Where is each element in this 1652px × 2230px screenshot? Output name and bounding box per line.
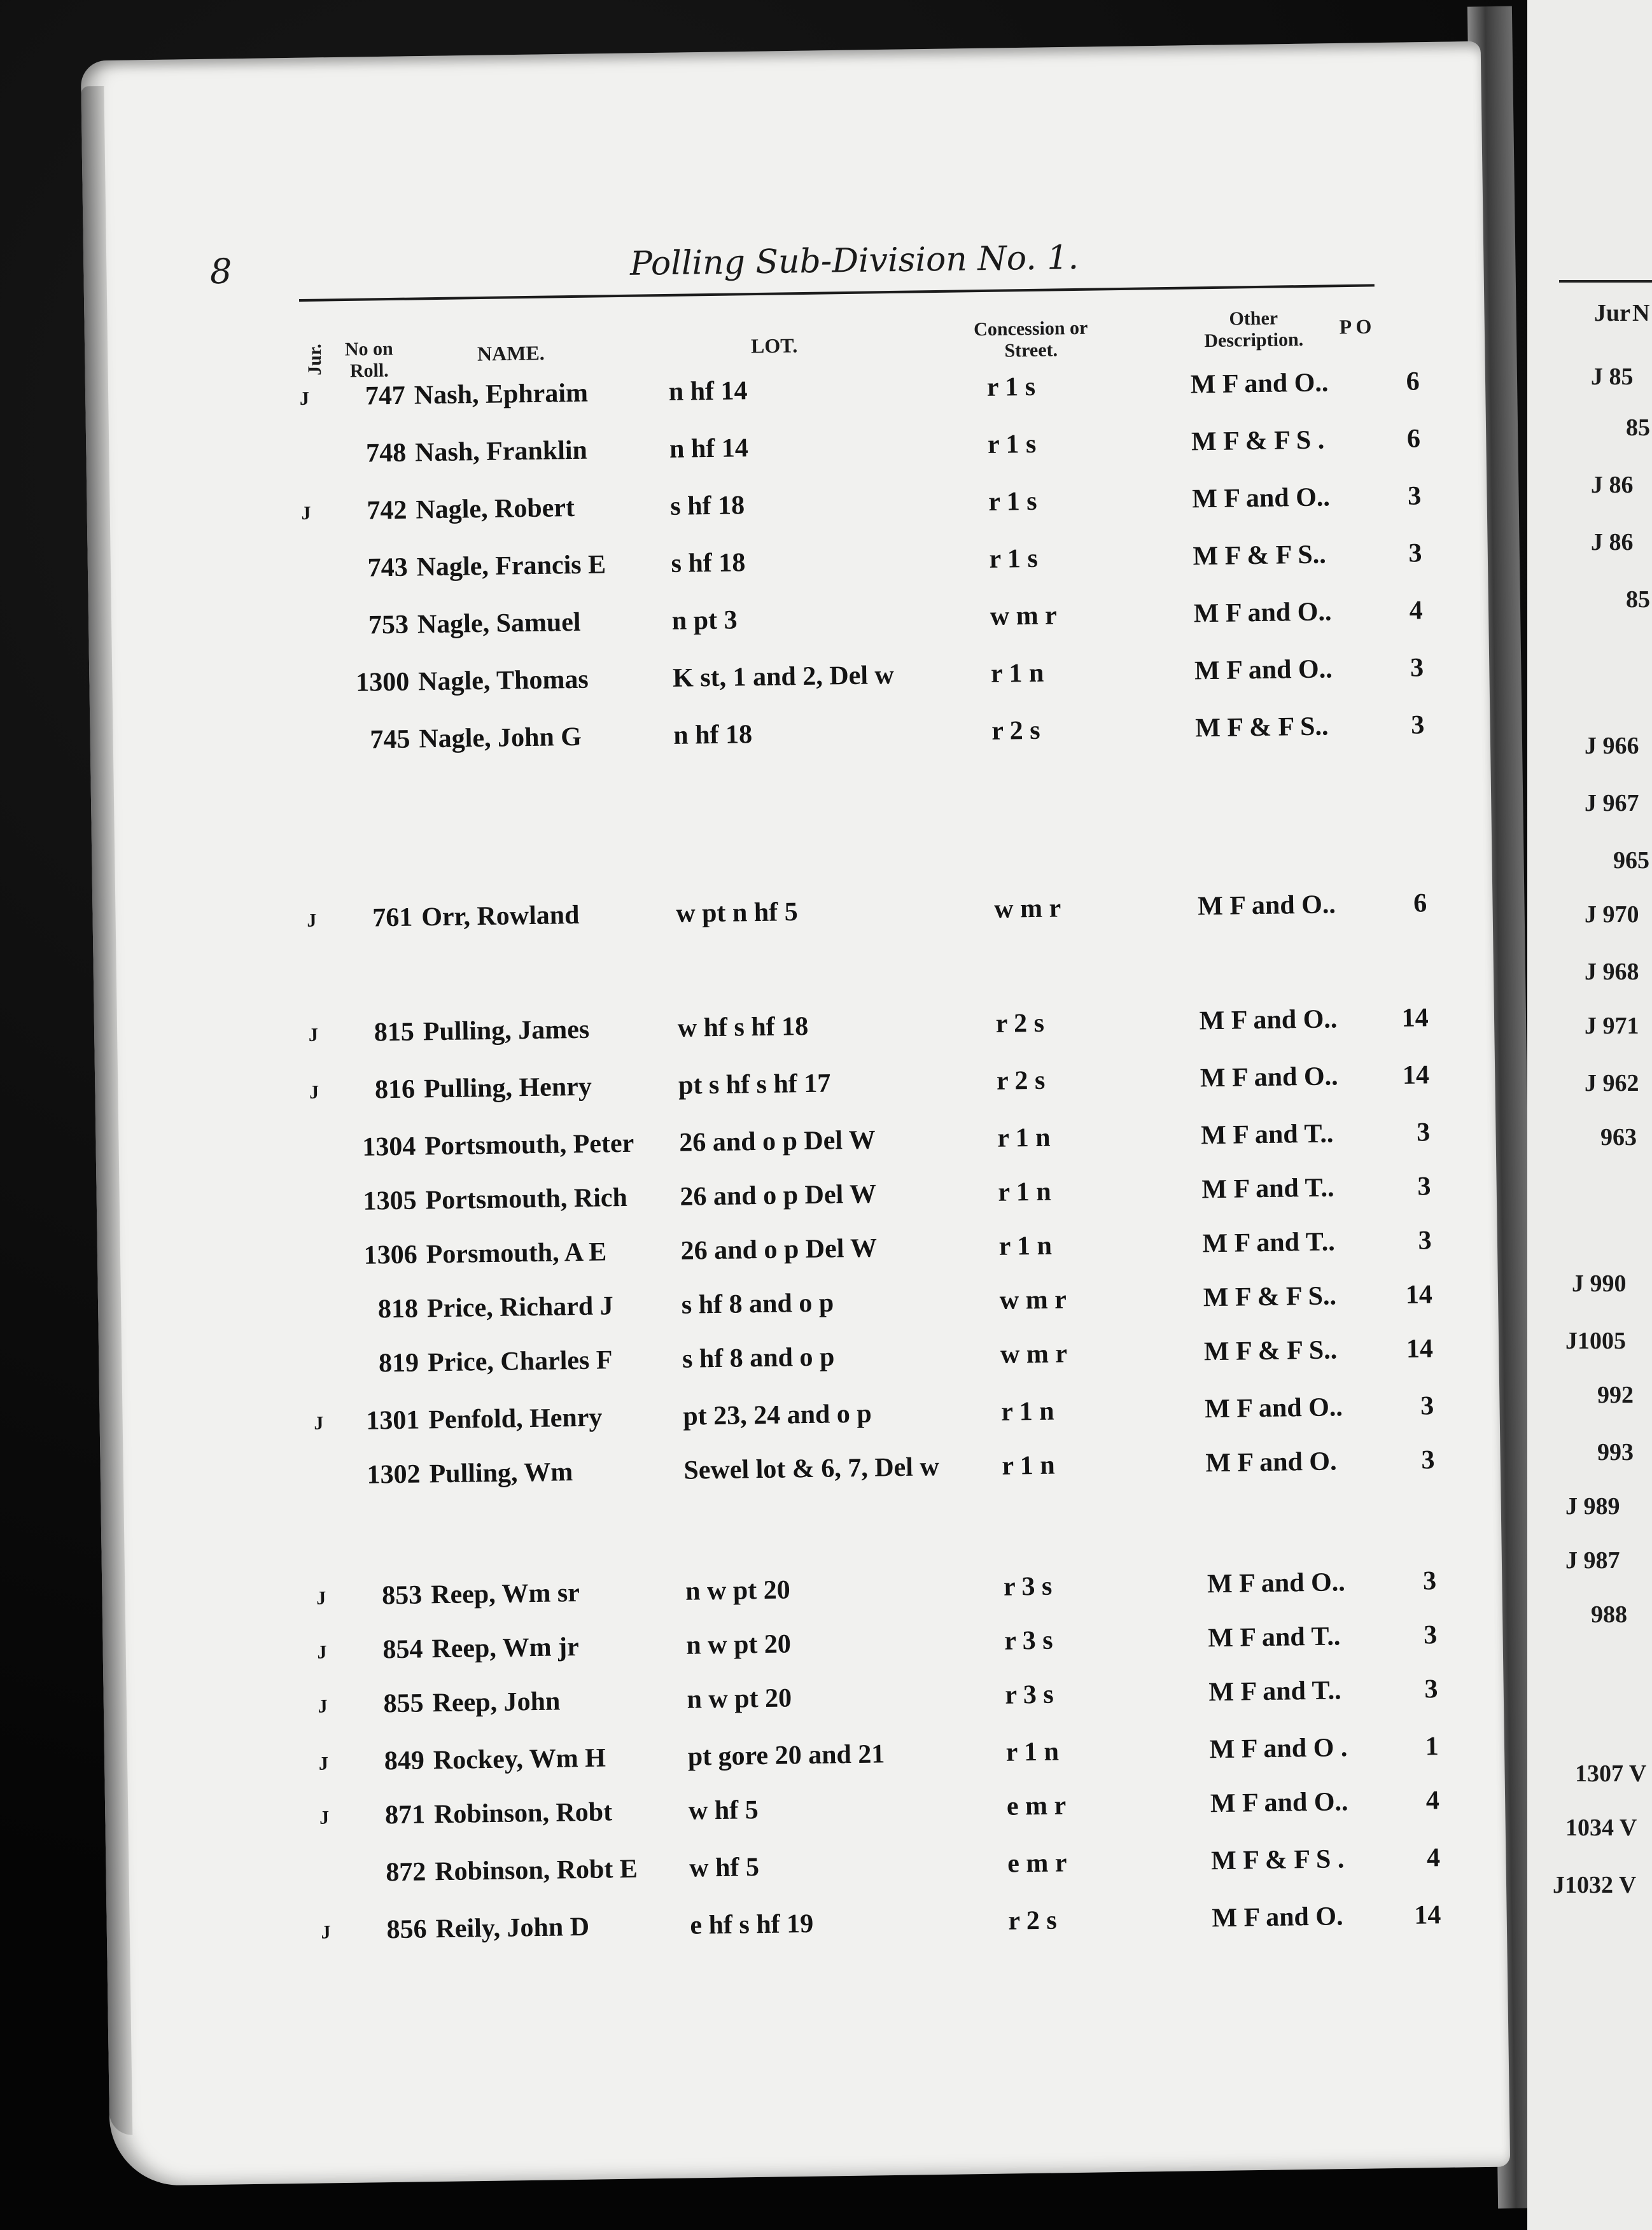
row-jur: J <box>316 1587 326 1609</box>
row-roll-number: 819 <box>378 1348 419 1378</box>
row-other-description: M F and T.. <box>1200 1119 1334 1151</box>
row-lot: w hf s hf 18 <box>677 1011 809 1043</box>
row-lot: n hf 14 <box>668 376 748 407</box>
row-roll-number: 743 <box>367 552 408 583</box>
row-jur <box>304 731 330 732</box>
row-name: Rockey, Wm H <box>433 1743 606 1776</box>
row-po: 3 <box>1410 710 1425 740</box>
row-lot: pt s hf s hf 17 <box>678 1069 831 1100</box>
facing-page-fragment: 993 <box>1597 1439 1634 1466</box>
row-concession: r 1 n <box>998 1231 1053 1261</box>
row-jur: J <box>317 1641 327 1663</box>
row-roll-number: 1300 <box>355 667 410 698</box>
row-roll-number: 818 <box>377 1294 419 1324</box>
row-concession: w m r <box>993 894 1061 924</box>
row-po: 3 <box>1420 1391 1434 1421</box>
facing-page-fragment: J 970 <box>1585 901 1639 928</box>
row-po: 14 <box>1402 1060 1430 1090</box>
row-po: 3 <box>1421 1445 1435 1475</box>
row-po: 3 <box>1408 538 1422 568</box>
row-other-description: M F and O . <box>1209 1733 1348 1765</box>
row-name: Portsmouth, Peter <box>424 1128 634 1161</box>
facing-page-fragment: J 86 <box>1591 529 1634 556</box>
header-other-description: Other Description. <box>1204 307 1304 352</box>
row-name: Reep, Wm jr <box>431 1632 580 1664</box>
row-roll-number: 761 <box>372 902 413 933</box>
row-other-description: M F and O.. <box>1197 890 1336 922</box>
row-concession: e m r <box>1007 1848 1067 1879</box>
row-roll-number: 853 <box>381 1580 423 1611</box>
row-roll-number: 1305 <box>363 1186 417 1216</box>
row-roll-number: 1306 <box>363 1240 418 1270</box>
row-other-description: M F and O.. <box>1200 1062 1338 1093</box>
row-concession: w m r <box>999 1285 1067 1315</box>
row-po: 4 <box>1409 596 1424 626</box>
facing-page-fragment: J 987 <box>1565 1547 1620 1574</box>
row-other-description: M F and O.. <box>1191 482 1331 514</box>
row-concession: e m r <box>1006 1791 1067 1821</box>
facing-page-fragment: N <box>1632 300 1650 326</box>
facing-page-fragment: 85 <box>1626 586 1650 613</box>
row-jur: J <box>309 1081 319 1103</box>
row-name: Orr, Rowland <box>421 900 580 932</box>
row-jur: J <box>314 1412 324 1434</box>
row-concession: r 3 s <box>1003 1571 1053 1602</box>
facing-page-fragment: 965 <box>1613 847 1649 874</box>
row-name: Nagle, Francis E <box>416 550 606 582</box>
row-jur: J <box>321 1921 331 1943</box>
row-po: 14 <box>1405 1280 1433 1310</box>
facing-page-fragment: Jur <box>1594 300 1630 326</box>
row-name: Portsmouth, Rich <box>425 1182 628 1216</box>
row-other-description: M F and T.. <box>1208 1676 1341 1708</box>
row-roll-number: 742 <box>367 495 407 526</box>
row-po: 3 <box>1423 1620 1438 1650</box>
row-name: Penfold, Henry <box>428 1403 603 1435</box>
row-roll-number: 1304 <box>362 1132 416 1162</box>
row-roll-number: 816 <box>374 1074 416 1105</box>
row-name: Reily, John D <box>435 1912 590 1944</box>
facing-page-fragment: J 989 <box>1565 1493 1620 1520</box>
row-lot: e hf s hf 19 <box>690 1909 814 1940</box>
row-other-description: M F and O.. <box>1210 1787 1348 1819</box>
header-jur: Jur. <box>304 344 325 375</box>
row-name: Nagle, Thomas <box>417 664 589 697</box>
row-po: 3 <box>1410 653 1424 683</box>
row-jur: J <box>318 1695 328 1717</box>
header-no-on-roll: No on Roll. <box>344 338 393 382</box>
row-concession: r 1 n <box>1000 1396 1054 1427</box>
facing-page-fragment: 963 <box>1600 1124 1637 1151</box>
row-other-description: M F and O.. <box>1193 597 1332 629</box>
row-other-description: M F & F S . <box>1191 425 1325 457</box>
row-jur: J <box>318 1753 329 1774</box>
facing-page-rule <box>1559 280 1652 283</box>
facing-page-fragment: J1032 V <box>1553 1872 1637 1898</box>
row-concession: r 2 s <box>995 1008 1045 1039</box>
row-lot: w hf 5 <box>689 1853 760 1883</box>
row-lot: K st, 1 and 2, Del w <box>672 660 895 693</box>
facing-page-fragment: 1034 V <box>1565 1814 1637 1841</box>
row-lot: pt gore 20 and 21 <box>687 1739 885 1772</box>
row-po: 6 <box>1406 424 1421 454</box>
row-concession: r 2 s <box>996 1065 1046 1096</box>
row-jur: J <box>307 909 317 931</box>
row-lot: 26 and o p Del W <box>680 1233 878 1266</box>
row-lot: s hf 8 and o p <box>681 1288 834 1320</box>
row-other-description: M F and O. <box>1212 1902 1343 1933</box>
page-title: Polling Sub-Division No. 1. <box>629 239 1079 283</box>
row-name: Reep, Wm sr <box>430 1578 580 1610</box>
row-roll-number: 1302 <box>367 1459 421 1490</box>
row-other-description: M F and O. <box>1205 1447 1337 1478</box>
row-jur: J <box>299 388 310 409</box>
row-other-description: M F & F S.. <box>1203 1281 1337 1313</box>
row-name: Robinson, Robt E <box>434 1854 638 1887</box>
row-lot: n w pt 20 <box>685 1575 791 1606</box>
row-name: Pulling, James <box>423 1014 590 1047</box>
row-jur <box>313 1355 339 1356</box>
row-lot: s hf 18 <box>670 491 745 521</box>
facing-page-fragment: J 990 <box>1572 1270 1627 1297</box>
row-other-description: M F and O.. <box>1194 654 1333 686</box>
row-lot: w hf 5 <box>688 1795 759 1826</box>
row-lot: w pt n hf 5 <box>675 897 798 929</box>
row-po: 3 <box>1416 1118 1431 1147</box>
row-lot: n hf 14 <box>669 433 749 464</box>
header-name: NAME. <box>477 341 545 365</box>
row-concession: r 2 s <box>991 715 1040 746</box>
row-concession: r 2 s <box>1008 1905 1057 1936</box>
facing-page-fragment: J 967 <box>1585 790 1639 817</box>
row-po: 3 <box>1417 1172 1431 1202</box>
row-name: Nagle, John G <box>419 722 582 754</box>
row-concession: r 1 n <box>1002 1450 1056 1481</box>
header-po: P O <box>1339 314 1372 339</box>
row-po: 6 <box>1413 888 1427 918</box>
row-roll-number: 747 <box>365 381 406 411</box>
row-roll-number: 748 <box>365 438 407 468</box>
row-concession: r 1 n <box>998 1177 1052 1207</box>
facing-page-fragment: J 968 <box>1585 958 1639 985</box>
row-name: Robinson, Robt <box>433 1797 613 1830</box>
row-roll-number: 753 <box>368 610 409 640</box>
row-other-description: M F and O.. <box>1204 1392 1343 1424</box>
row-jur <box>304 674 329 675</box>
row-lot: n w pt 20 <box>686 1629 792 1660</box>
row-roll-number: 855 <box>383 1688 424 1719</box>
facing-page-fragment: J1005 <box>1565 1328 1626 1354</box>
row-other-description: M F & F S.. <box>1193 540 1327 572</box>
header-lot: LOT. <box>750 333 798 358</box>
row-po: 3 <box>1418 1226 1432 1256</box>
row-roll-number: 1301 <box>366 1405 420 1436</box>
row-concession: r 1 s <box>986 372 1036 402</box>
row-name: Porsmouth, A E <box>426 1237 607 1270</box>
row-lot: n pt 3 <box>671 605 738 636</box>
row-other-description: M F and O.. <box>1207 1567 1346 1599</box>
row-po: 14 <box>1414 1900 1441 1930</box>
row-name: Nash, Ephraim <box>414 378 589 410</box>
row-name: Reep, John <box>432 1687 561 1718</box>
row-concession: r 1 s <box>989 543 1039 574</box>
row-other-description: M F & F S . <box>1210 1844 1345 1876</box>
facing-page-fragment: J 971 <box>1585 1013 1639 1039</box>
facing-page-fragment: 1307 V <box>1575 1760 1647 1787</box>
row-name: Nagle, Robert <box>416 493 575 525</box>
row-other-description: M F and T.. <box>1207 1622 1341 1653</box>
row-roll-number: 872 <box>385 1857 426 1888</box>
row-po: 6 <box>1406 367 1420 396</box>
row-lot: s hf 8 and o p <box>682 1342 835 1374</box>
facing-page-fragment: J 962 <box>1585 1070 1639 1097</box>
row-po: 3 <box>1424 1674 1438 1704</box>
row-name: Nash, Franklin <box>414 435 588 468</box>
row-concession: r 1 s <box>987 429 1037 459</box>
row-lot: pt 23, 24 and o p <box>682 1399 872 1431</box>
row-roll-number: 745 <box>370 724 410 755</box>
row-po: 14 <box>1401 1003 1429 1033</box>
row-po: 4 <box>1426 1843 1441 1873</box>
row-roll-number: 854 <box>382 1634 423 1665</box>
facing-page-fragment: 988 <box>1591 1601 1627 1628</box>
row-name: Nagle, Samuel <box>417 607 581 640</box>
row-jur <box>314 1466 340 1467</box>
row-lot: Sewel lot & 6, 7, Del w <box>683 1452 940 1485</box>
row-other-description: M F and T.. <box>1201 1173 1334 1205</box>
row-jur: J <box>308 1024 319 1046</box>
row-jur: J <box>301 502 311 524</box>
header-concession: Concession or Street. <box>973 317 1088 361</box>
row-roll-number: 871 <box>384 1800 426 1830</box>
row-other-description: M F and T.. <box>1202 1227 1336 1259</box>
row-other-description: M F and O.. <box>1199 1004 1338 1036</box>
row-name: Pulling, Wm <box>429 1457 573 1489</box>
facing-page-fragment: J 85 <box>1591 363 1634 390</box>
row-jur <box>302 559 327 560</box>
row-concession: w m r <box>1000 1339 1068 1370</box>
row-concession: r 1 n <box>997 1123 1051 1153</box>
facing-page-fragment: J 86 <box>1591 472 1634 498</box>
facing-page-fragment: J 966 <box>1585 733 1639 759</box>
row-jur <box>320 1864 346 1865</box>
row-other-description: M F & F S.. <box>1203 1335 1338 1367</box>
row-roll-number: 856 <box>386 1914 427 1945</box>
facing-page-fragment: 992 <box>1597 1382 1634 1408</box>
row-concession: r 1 n <box>1005 1737 1060 1767</box>
row-po: 14 <box>1406 1334 1434 1364</box>
row-name: Price, Charles F <box>427 1345 613 1378</box>
row-po: 4 <box>1425 1786 1440 1816</box>
page-number: 8 <box>209 251 232 292</box>
row-lot: 26 and o p Del W <box>678 1125 876 1158</box>
row-concession: r 1 n <box>990 658 1044 689</box>
row-po: 3 <box>1407 481 1422 511</box>
row-lot: 26 and o p Del W <box>680 1179 877 1212</box>
row-roll-number: 849 <box>384 1746 425 1776</box>
row-lot: s hf 18 <box>671 548 746 579</box>
row-concession: r 3 s <box>1004 1625 1053 1656</box>
row-jur: J <box>319 1807 330 1828</box>
row-other-description: M F & F S.. <box>1194 712 1329 743</box>
row-other-description: M F and O.. <box>1190 368 1329 400</box>
row-roll-number: 815 <box>374 1017 415 1048</box>
row-concession: r 3 s <box>1005 1680 1054 1710</box>
row-concession: w m r <box>990 601 1058 631</box>
row-name: Pulling, Henry <box>423 1072 592 1104</box>
row-po: 3 <box>1422 1566 1437 1596</box>
row-name: Price, Richard J <box>426 1291 613 1324</box>
row-po: 1 <box>1425 1732 1439 1762</box>
row-concession: r 1 s <box>988 486 1037 517</box>
facing-page-fragment: 85 <box>1626 414 1650 441</box>
row-lot: n hf 18 <box>673 720 753 750</box>
row-lot: n w pt 20 <box>687 1683 792 1715</box>
